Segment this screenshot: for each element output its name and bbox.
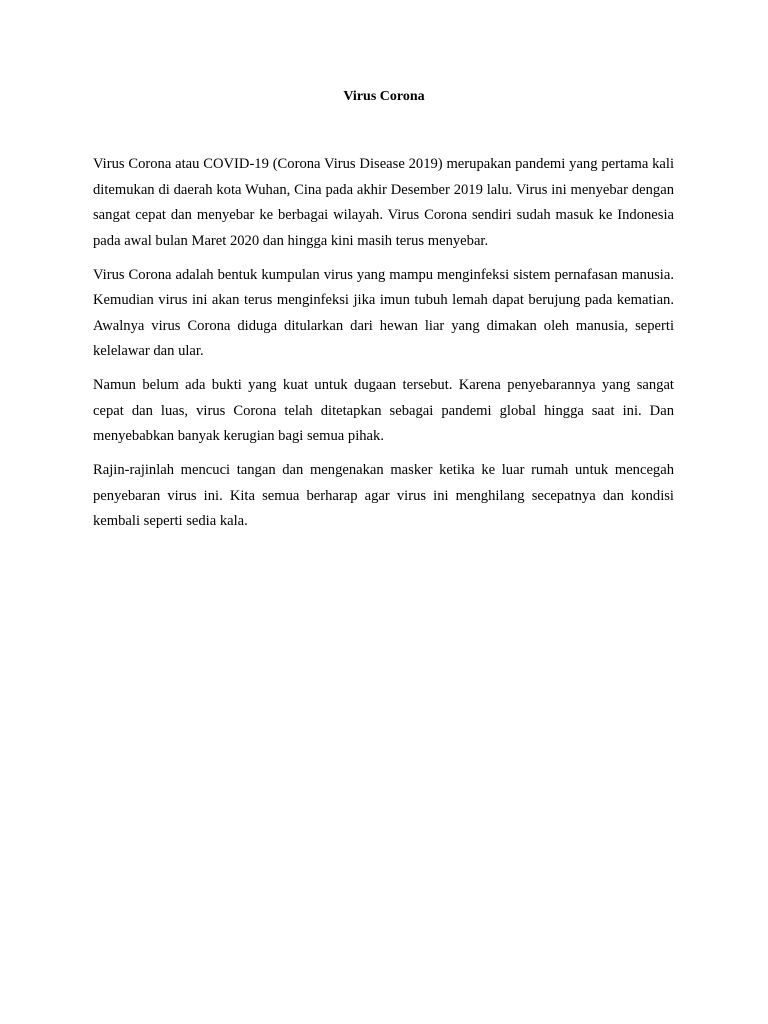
paragraph: Virus Corona atau COVID-19 (Corona Virus Disease 2019) merupakan pandemi yang pertama kali ditemukan di daerah kota Wuhan, Cina pada akhir Desember 2019 lalu. Virus ini menyebar dengan sangat cepat dan menyebar ke berbagai wilayah. Virus Corona sendiri sudah masuk ke Indonesia pada awal bulan Maret 2020 dan hingga kini masih terus menyebar. — [93, 156, 674, 249]
document-body — [93, 152, 674, 543]
document-title: Virus Corona — [343, 89, 425, 104]
paragraph: Namun belum ada bukti yang kuat untuk dugaan tersebut. Karena penyebarannya yang sangat cepat dan luas, virus Corona telah ditetapkan sebagai pandemi global hingga saat ini. Dan menyebabkan banyak kerugian bagi semua pihak. — [93, 377, 674, 444]
paragraph: Rajin-rajinlah mencuci tangan dan mengenakan masker ketika ke luar rumah untuk mencegah penyebaran virus ini. Kita semua berharap agar virus ini menghilang secepatnya dan kondisi kembali seperti sedia kala. — [93, 462, 674, 529]
paragraph: Virus Corona adalah bentuk kumpulan virus yang mampu menginfeksi sistem pernafasan manusia. Kemudian virus ini akan terus menginfeksi jika imun tubuh lemah dapat berujung pada kematian. Awalnya virus Corona diduga ditularkan dari hewan liar yang dimakan oleh manusia, seperti kelelawar dan ular. — [93, 266, 674, 359]
